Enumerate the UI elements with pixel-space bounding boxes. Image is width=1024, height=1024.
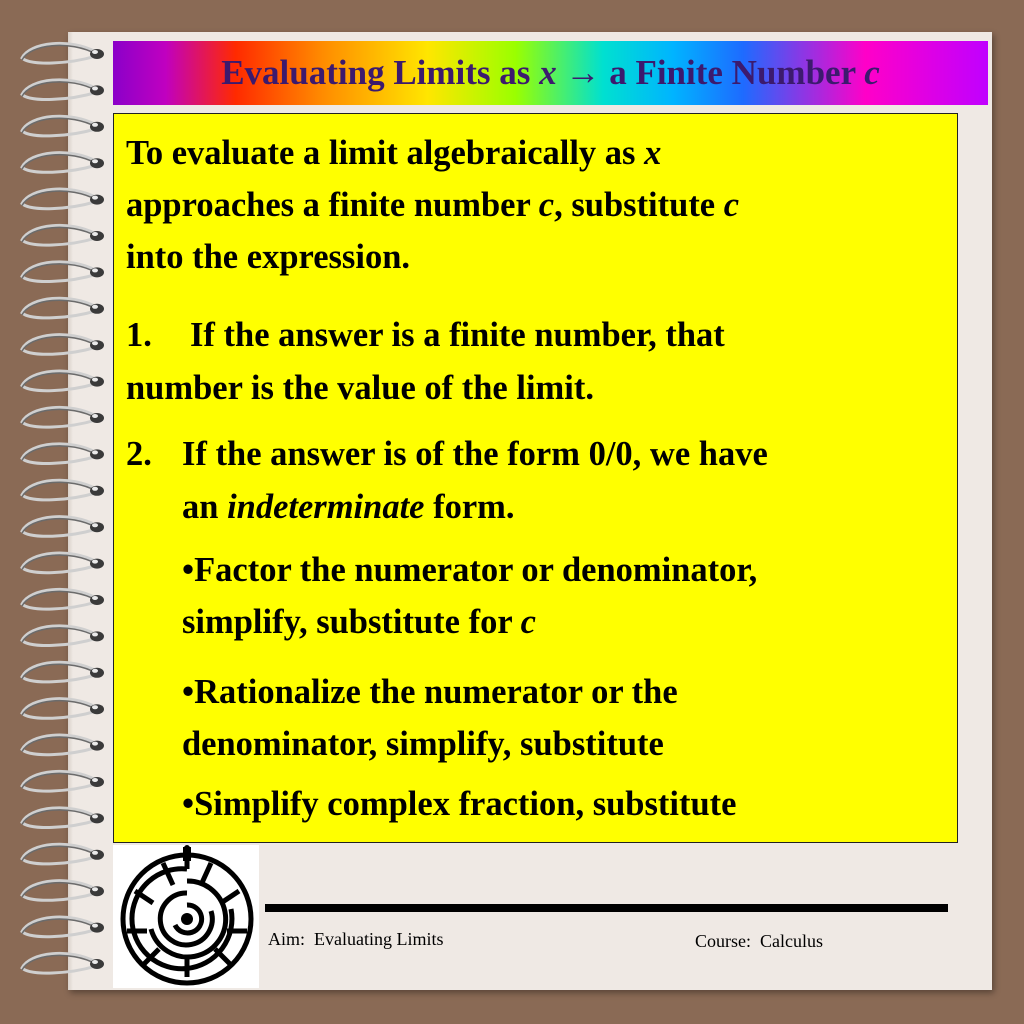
intro-line-2 — [126, 179, 739, 231]
item-2-line-2 — [182, 481, 515, 533]
footer-rule — [265, 904, 948, 912]
binding-ring — [22, 808, 104, 828]
bullet-1-text: simplify, substitute for — [182, 603, 521, 641]
title-var-x: x — [539, 53, 557, 92]
binding-ring — [22, 626, 104, 646]
intro-text-1: To evaluate a limit algebraically as — [126, 134, 645, 172]
bullet-2-line-2: denominator, simplify, substitute — [182, 725, 664, 763]
binding-ring — [22, 881, 104, 901]
binding-ring — [22, 771, 104, 791]
binding-ring — [22, 662, 104, 682]
binding-ring — [22, 699, 104, 719]
spiral-binding-icon — [0, 0, 120, 1024]
title-text-start: Evaluating Limits as — [221, 53, 540, 92]
binding-ring — [22, 80, 104, 100]
item-1-number: 1. — [126, 316, 152, 354]
intro-var-c: c — [538, 186, 555, 224]
binding-ring — [22, 953, 104, 973]
intro-line-1 — [126, 127, 661, 179]
intro-text-2b: , substitute — [554, 186, 724, 224]
intro-line-3: into the expression. — [126, 238, 411, 276]
title-arrow: → — [556, 53, 610, 92]
title-text-end: a Finite Number — [609, 53, 865, 92]
item-2-text-pre: an — [182, 488, 228, 526]
man-in-the-maze-icon — [113, 845, 259, 988]
item-2-line-1: If the answer is of the form 0/0, we have — [182, 435, 768, 473]
binding-ring — [22, 589, 104, 609]
binding-ring — [22, 844, 104, 864]
item-1-line-2: number is the value of the limit. — [126, 369, 594, 407]
slide-title — [221, 53, 880, 93]
binding-ring — [22, 407, 104, 427]
binding-ring — [22, 262, 104, 282]
item-2-emphasis: indeterminate — [227, 488, 425, 526]
binding-ring — [22, 153, 104, 173]
intro-text-2: approaches a finite number — [126, 186, 539, 224]
binding-ring — [22, 298, 104, 318]
item-1-line-1: If the answer is a finite number, that — [190, 316, 725, 354]
binding-ring — [22, 43, 104, 63]
bullet-1-line-2 — [182, 596, 536, 648]
binding-ring — [22, 371, 104, 391]
binding-ring — [22, 480, 104, 500]
binding-ring — [22, 917, 104, 937]
item-2-number: 2. — [126, 435, 152, 473]
bullet-1-var-c: c — [520, 603, 536, 641]
binding-ring — [22, 444, 104, 464]
binding-ring — [22, 517, 104, 537]
binding-ring — [22, 553, 104, 573]
binding-ring — [22, 335, 104, 355]
bullet-1-line-1: •Factor the numerator or denominator, — [182, 551, 758, 589]
binding-ring — [22, 735, 104, 755]
binding-ring — [22, 116, 104, 136]
binding-ring — [22, 189, 104, 209]
intro-var-x: x — [644, 134, 662, 172]
bullet-2-line-1: •Rationalize the numerator or the — [182, 673, 678, 711]
item-2-text-post: form. — [424, 488, 515, 526]
title-var-c: c — [864, 53, 880, 92]
bullet-3-line-1: •Simplify complex fraction, substitute — [182, 785, 737, 823]
footer-aim: Aim: Evaluating Limits — [268, 929, 444, 949]
intro-var-c-2: c — [723, 186, 740, 224]
footer-course: Course: Calculus — [695, 931, 823, 951]
content-box — [113, 113, 958, 843]
binding-ring — [22, 225, 104, 245]
title-banner — [113, 41, 988, 105]
